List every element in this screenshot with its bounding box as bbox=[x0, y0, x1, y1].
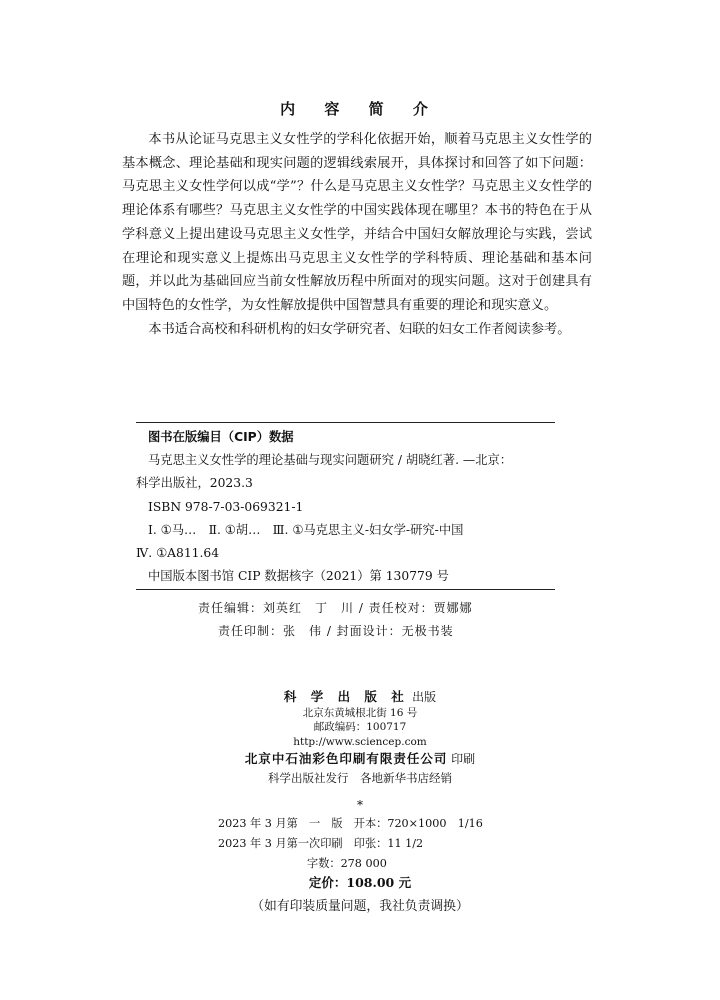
intro-section bbox=[122, 128, 592, 341]
separator-star: * bbox=[357, 798, 363, 813]
publisher-url: http://www.sciencep.com bbox=[293, 735, 427, 748]
publisher-name: 科 学 出 版 社 bbox=[283, 689, 409, 704]
publisher-address: 北京东黄城根北街 16 号 bbox=[302, 706, 418, 719]
quality-notice: （如有印装质量问题，我社负责调换） bbox=[251, 899, 469, 914]
printer-role: 印刷 bbox=[451, 752, 476, 767]
printer-name: 北京中石油彩色印刷有限责任公司 bbox=[244, 751, 448, 767]
specs-block bbox=[0, 814, 720, 874]
cip-classification: Ⅰ. ①马… Ⅱ. ①胡… Ⅲ. ①马克思主义-妇女学-研究-中国 bbox=[148, 522, 464, 537]
cip-line: 马克思主义女性学的理论基础与现实问题研究 / 胡晓红著. —北京： bbox=[148, 453, 513, 468]
publisher-postcode: 邮政编码：100717 bbox=[313, 721, 407, 734]
price: 定价：108.00 元 bbox=[308, 875, 412, 890]
cip-top-rule bbox=[136, 422, 555, 423]
edition-line: 2023 年 3 月第 一 版 开本：720×1000 1/16 bbox=[218, 817, 483, 830]
intro-paragraph: 本书从论证马克思主义女性学的学科化依据开始，顺着马克思主义女性学的基本概念、理论基础和现实问题的逻辑线索展开，具体探讨和回答了如下问题：马克思主义女性学何以成“学”？什么是马克思主义女性学？马克思主义女性学的理论体系有哪些？马克思主义女性学的中国实践体现在哪里？本书的特色在于从学科意义上提出建设马克思主义女性学，并结合中国妇女解放理论与实践，尝试在理论和现实意义上提炼出马克思主义女性学的学科特质、理论基础和基本问题，并以此为基础回应当前女性解放历程中所面对的现实问题。这对于创建具有中国特色的女性学，为女性解放提供中国智慧具有重要的理论和现实意义。 bbox=[122, 132, 592, 313]
editor-line: 责任编辑：刘英红 丁 川 / 责任校对：贾娜娜 bbox=[198, 601, 473, 615]
publisher-role: 出版 bbox=[412, 690, 437, 704]
printing-line: 2023 年 3 月第一次印刷 印张：11 1/2 bbox=[218, 837, 424, 850]
cip-library-number: 中国版本图书馆 CIP 数据核字（2021）第 130779 号 bbox=[148, 569, 449, 584]
cip-line: 科学出版社，2023.3 bbox=[136, 476, 253, 491]
cip-block bbox=[136, 426, 555, 588]
page-title: 内 容 简 介 bbox=[280, 100, 440, 118]
publisher-block bbox=[0, 690, 720, 813]
cip-classification: Ⅳ. ①A811.64 bbox=[136, 546, 220, 561]
word-count: 字数：278 000 bbox=[307, 857, 387, 870]
cip-bottom-rule bbox=[136, 589, 555, 590]
cip-isbn: ISBN 978-7-03-069321-1 bbox=[148, 499, 304, 514]
distribution-line: 科学出版社发行 各地新华书店经销 bbox=[268, 771, 452, 786]
cip-title: 图书在版编目（CIP）数据 bbox=[148, 430, 294, 444]
intro-paragraph: 本书适合高校和科研机构的妇女学研究者、妇联的妇女工作者阅读参考。 bbox=[148, 321, 571, 337]
editor-line: 责任印制：张 伟 / 封面设计：无极书装 bbox=[218, 624, 454, 638]
editors-block bbox=[0, 597, 720, 643]
